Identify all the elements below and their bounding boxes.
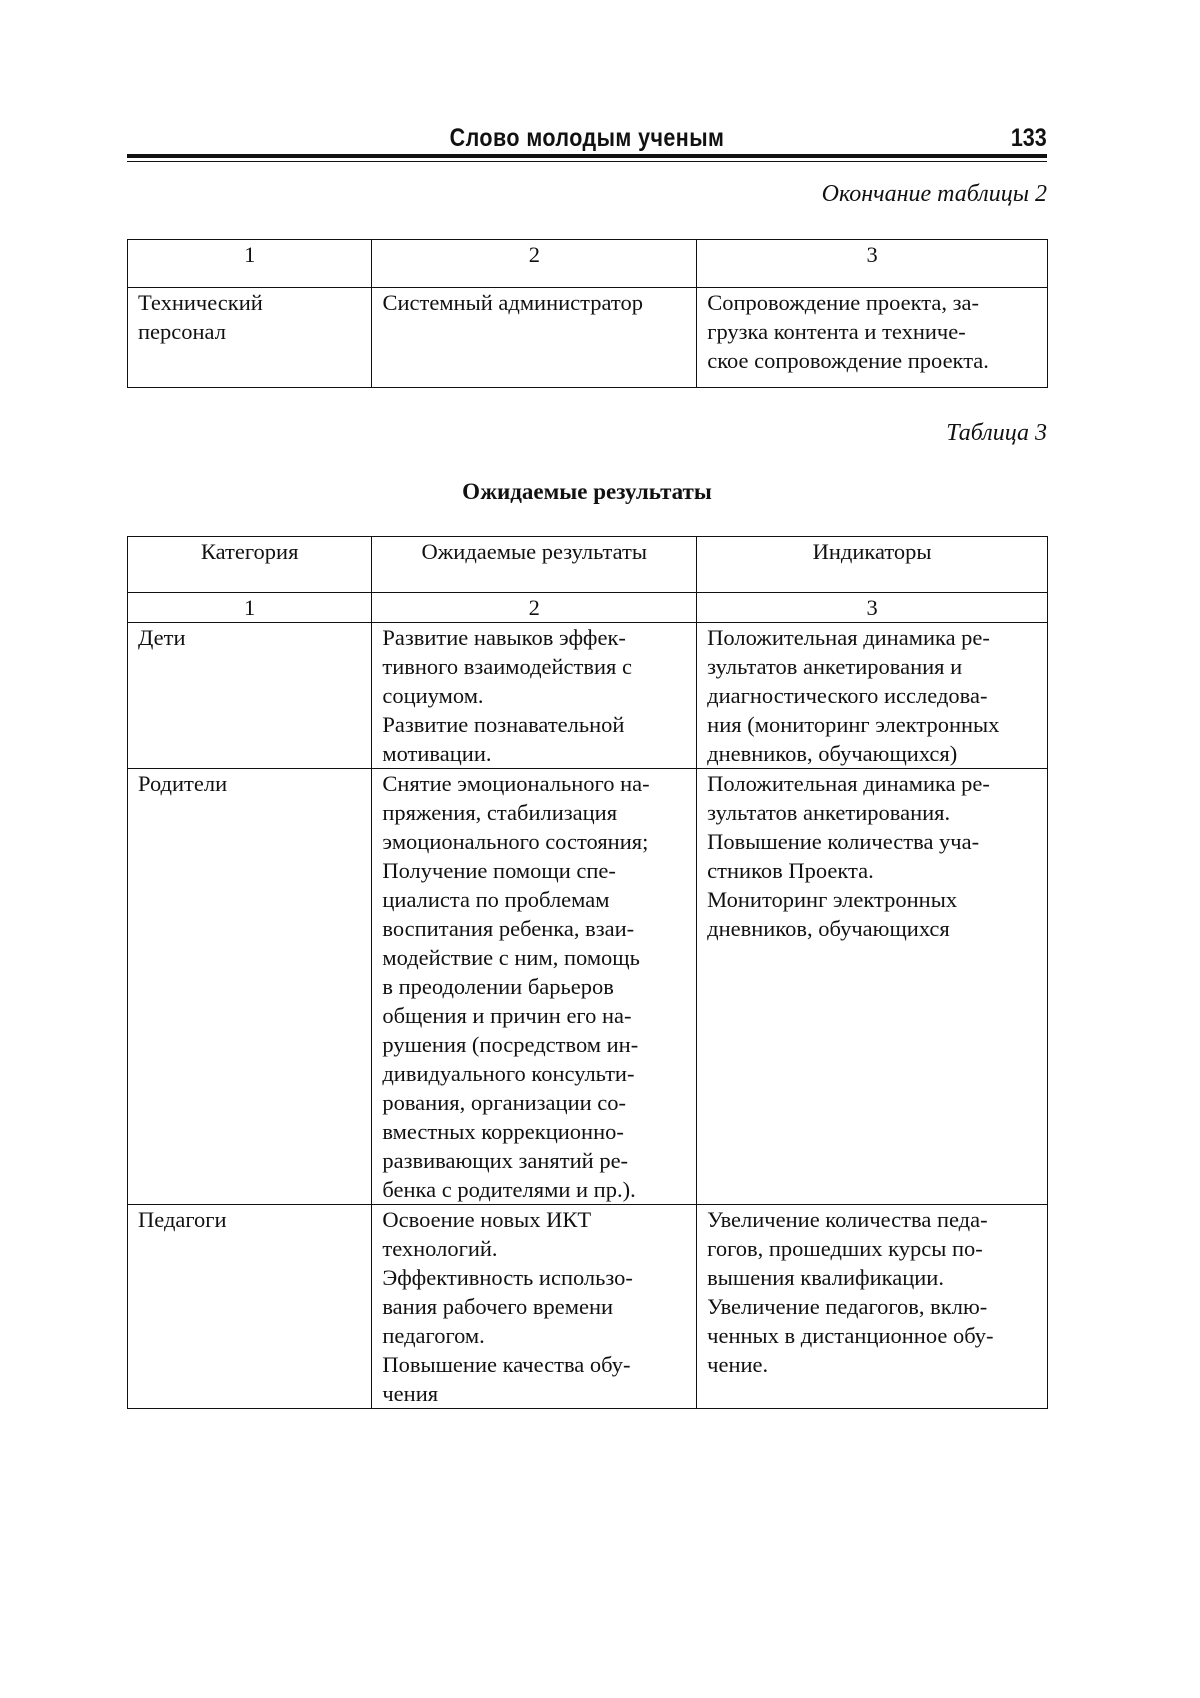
table3-caption: Таблица 3 — [946, 420, 1047, 446]
table2-cell-duties: Сопровождение проекта, за- грузка контента и техниче- ское сопровождение проекта. — [697, 288, 1048, 388]
table3-cell-category: Дети — [128, 623, 372, 769]
table3-cell-indicators: Положительная динамика ре- зультатов анкетирования и диагностического исследова- ния (мониторинг электронных дневников, обучающихся) — [697, 623, 1048, 769]
page-number: 133 — [1011, 124, 1047, 152]
table3-cell-results: Развитие навыков эффек- тивного взаимодействия с социумом. Развитие познавательной мотивации. — [372, 623, 697, 769]
table3-colnum-3: 3 — [697, 593, 1048, 623]
table3 — [127, 536, 1048, 1409]
table-row — [128, 288, 1048, 388]
table2-cell-category: Технический персонал — [128, 288, 372, 388]
table2-cell-role: Системный администратор — [372, 288, 697, 388]
table2-colnum-2: 2 — [372, 240, 697, 288]
table3-colnum-2: 2 — [372, 593, 697, 623]
table2-colnum-1: 1 — [128, 240, 372, 288]
table3-cell-indicators: Увеличение количества педа- гогов, прошедших курсы по- вышения квалификации. Увеличение педагогов, вклю- ченных в дистанционное обу- чение. — [697, 1205, 1048, 1409]
table3-cell-results: Освоение новых ИКТ технологий. Эффективность использо- вания рабочего времени педагогом. Повышение качества обу- чения — [372, 1205, 697, 1409]
table2-colnum-3: 3 — [697, 240, 1048, 288]
table3-cell-category: Родители — [128, 769, 372, 1205]
table3-header-row — [128, 537, 1048, 593]
table3-cell-indicators: Положительная динамика ре- зультатов анкетирования. Повышение количества уча- стников Проекта. Мониторинг электронных дневников, обучающихся — [697, 769, 1048, 1205]
table3-column-numbers-row — [128, 593, 1048, 623]
table3-colnum-1: 1 — [128, 593, 372, 623]
table3-cell-category: Педагоги — [128, 1205, 372, 1409]
header-rule-thin — [127, 161, 1047, 162]
table2-column-numbers-row — [128, 240, 1048, 288]
running-title: Слово молодым ученым — [449, 124, 725, 152]
table-row — [128, 769, 1048, 1205]
table3-header-indicators: Индикаторы — [697, 537, 1048, 593]
table3-header-category: Категория — [128, 537, 372, 593]
table2-continuation-caption: Окончание таблицы 2 — [821, 181, 1047, 207]
header-rule-thick — [127, 154, 1047, 158]
table2-end — [127, 239, 1048, 388]
table3-header-results: Ожидаемые результаты — [372, 537, 697, 593]
table-row — [128, 1205, 1048, 1409]
table3-title: Ожидаемые результаты — [462, 479, 712, 504]
running-header — [127, 120, 1047, 158]
table3-cell-results: Снятие эмоционального на- пряжения, стабилизация эмоционального состояния; Получение помощи спе- циалиста по проблемам воспитания ребенка, взаи- модействие с ним, помощь в преодолении барьеров общения и причин его на- рушения (посредством ин- дивидуального консульти- рования, организации со- вместных коррекционно- развивающих занятий ре- бенка с родителями и пр.). — [372, 769, 697, 1205]
table-row — [128, 623, 1048, 769]
